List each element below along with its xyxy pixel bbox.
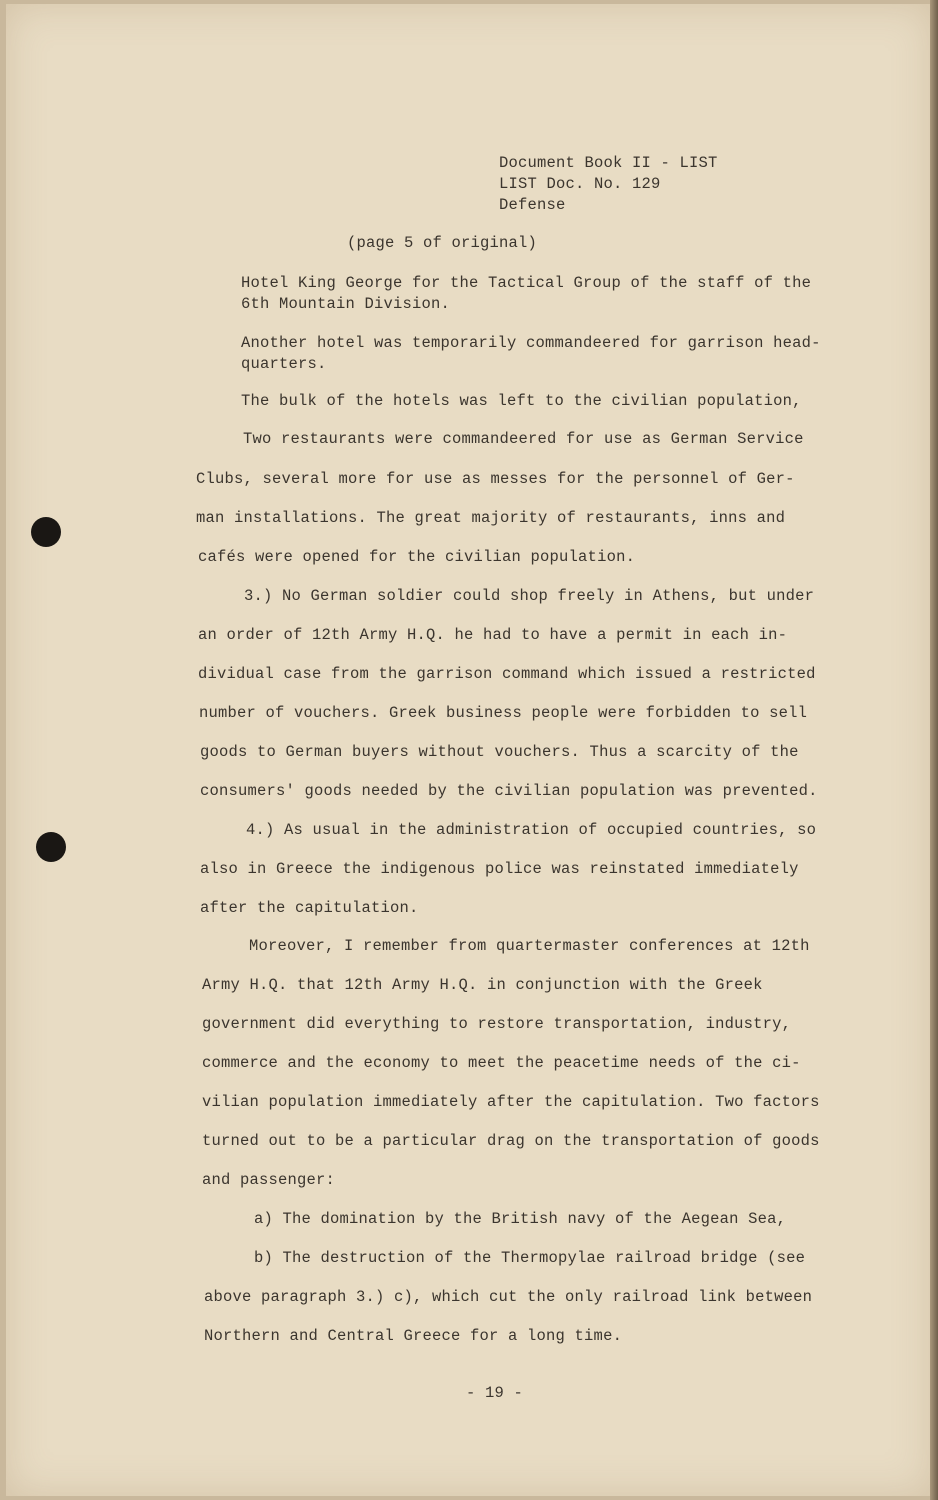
text-line: Clubs, several more for use as messes for the personnel of Ger- (196, 470, 795, 488)
text-line: vilian population immediately after the capitulation. Two factors (202, 1093, 820, 1111)
text-line: Hotel King George for the Tactical Group of the staff of the (241, 274, 812, 292)
page-number: - 19 - (466, 1384, 524, 1402)
doc-number-label: LIST Doc. No. 129 (499, 175, 661, 193)
text-line: consumers' goods needed by the civilian population was prevented. (200, 782, 818, 800)
text-line: quarters. (241, 355, 327, 373)
text-line: also in Greece the indigenous police was reinstated immediately (200, 860, 799, 878)
text-line: government did everything to restore transportation, industry, (202, 1015, 792, 1033)
text-line: 6th Mountain Division. (241, 295, 451, 313)
text-line: cafés were opened for the civilian population. (198, 548, 636, 566)
text-line: an order of 12th Army H.Q. he had to have a permit in each in- (198, 626, 788, 644)
doc-book-label: Document Book II - LIST (499, 154, 718, 172)
text-line: goods to German buyers without vouchers. Thus a scarcity of the (200, 743, 799, 761)
text-line: turned out to be a particular drag on the transportation of goods (202, 1132, 820, 1150)
party-label: Defense (499, 196, 566, 214)
text-line: b) The destruction of the Thermopylae railroad bridge (see (254, 1249, 806, 1267)
page-note: (page 5 of original) (347, 234, 538, 252)
punch-hole-bottom (36, 832, 66, 862)
document-page (6, 4, 932, 1496)
text-line: The bulk of the hotels was left to the civilian population, (241, 392, 802, 410)
text-line: Another hotel was temporarily commandeered for garrison head- (241, 334, 821, 352)
text-line: after the capitulation. (200, 899, 419, 917)
text-line: Northern and Central Greece for a long time. (204, 1327, 623, 1345)
text-line: 3.) No German soldier could shop freely in Athens, but under (244, 587, 815, 605)
text-line: dividual case from the garrison command which issued a restricted (198, 665, 816, 683)
text-line: above paragraph 3.) c), which cut the only railroad link between (204, 1288, 813, 1306)
text-line: man installations. The great majority of restaurants, inns and (196, 509, 786, 527)
text-line: number of vouchers. Greek business people were forbidden to sell (199, 704, 808, 722)
text-line: Army H.Q. that 12th Army H.Q. in conjunction with the Greek (202, 976, 763, 994)
text-line: Moreover, I remember from quartermaster conferences at 12th (249, 937, 810, 955)
page-edge (930, 0, 938, 1500)
text-line: commerce and the economy to meet the peacetime needs of the ci- (202, 1054, 801, 1072)
text-line: and passenger: (202, 1171, 336, 1189)
punch-hole-top (31, 517, 61, 547)
text-line: 4.) As usual in the administration of occupied countries, so (246, 821, 817, 839)
text-line: Two restaurants were commandeered for use as German Service (243, 430, 804, 448)
text-line: a) The domination by the British navy of the Aegean Sea, (254, 1210, 787, 1228)
